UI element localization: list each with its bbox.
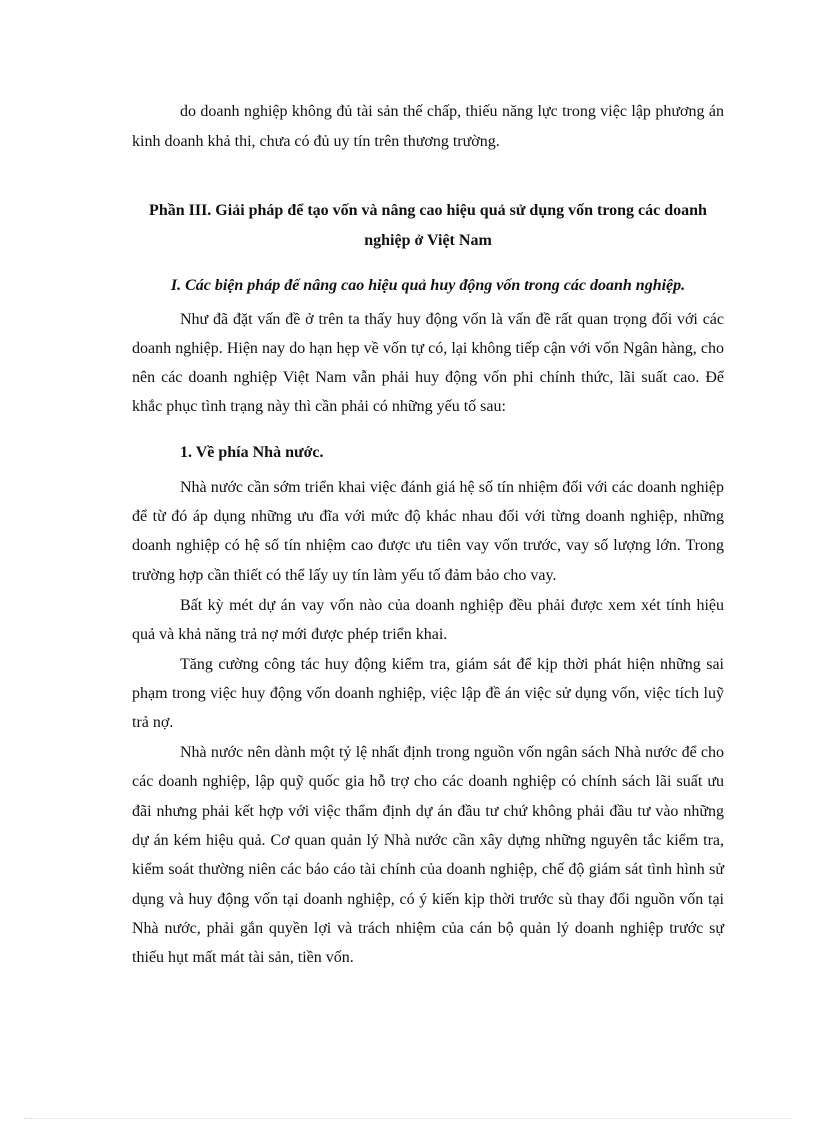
paragraph-d-line-1: Nhà nước nên dành một tỷ lệ nhất định trong nguồn vốn ngân sách Nhà nước để cho (180, 744, 724, 761)
paragraph-c-line-1: Tăng cường công tác huy động kiểm tra, giám sát để kịp thời phát hiện những sai (180, 656, 724, 673)
paragraph-intro-line-3: nên các doanh nghiệp Việt Nam vẫn phải huy động vốn phi chính thức, lãi suất cao. Để (132, 369, 724, 386)
paragraph-b-line-2: quả và khả năng trả nợ mới được phép triển khai. (132, 626, 448, 643)
paragraph-d-line-6: dụng và huy động vốn tại doanh nghiệp, có ý kiến kịp thời trước sù thay đổi nguồn vốn tại (132, 891, 724, 908)
paragraph-d-line-7: Nhà nước, phải gắn quyền lợi và trách nhiệm của cán bộ quản lý doanh nghiệp trước sự (132, 920, 724, 937)
paragraph-b-line-1: Bất kỳ mét dự án vay vốn nào của doanh nghiệp đều phải được xem xét tính hiệu (180, 597, 724, 614)
paragraph-a-line-3: doanh nghiệp có hệ số tín nhiệm cao được ưu tiên vay vốn trước, vay số lượng lớn. Trong (132, 537, 724, 554)
paragraph-c-line-3: trả nợ. (132, 714, 174, 731)
paragraph-d-line-3: đãi nhưng phải kết hợp với việc thẩm định dự án đầu tư chứ không phải đầu tư vào những (132, 803, 724, 820)
paragraph-d-line-2: các doanh nghiệp, lập quỹ quốc gia hỗ trợ cho các doanh nghiệp có chính sách lãi suất ưu (132, 773, 724, 790)
paragraph-a-line-1: Nhà nước cần sớm triển khai việc đánh giá hệ số tín nhiệm đối với các doanh nghiệp (180, 479, 724, 496)
page-divider (24, 1118, 792, 1119)
paragraph-d-line-8: thiếu hụt mất mát tài sản, tiền vốn. (132, 949, 354, 966)
paragraph-a-line-4: trường hợp cần thiết có thể lấy uy tín làm yếu tố đảm bảo cho vay. (132, 567, 557, 584)
paragraph-a-line-2: để từ đó áp dụng những ưu đĩa với mức độ khác nhau đối với từng doanh nghiệp, những (132, 508, 724, 525)
section-heading-line-2: nghiệp ở Việt Nam (364, 232, 492, 249)
subsection-heading: I. Các biện pháp để nâng cao hiệu quả huy động vốn trong các doanh nghiệp. (170, 277, 686, 294)
paragraph-c-line-2: phạm trong việc huy động vốn doanh nghiệp, việc lập đề án việc sử dụng vốn, việc tích luỹ (132, 685, 724, 702)
paragraph-intro-line-4: khắc phục tình trạng này thì cần phải có những yếu tố sau: (132, 398, 506, 415)
paragraph-intro-line-1: Như đã đặt vấn đề ở trên ta thấy huy động vốn là vấn đề rất quan trọng đối với các (180, 311, 724, 328)
intro-line-2: kinh doanh khả thi, chưa có đủ uy tín trên thương trường. (132, 133, 500, 150)
intro-line-1: do doanh nghiệp không đủ tài sản thế chấp, thiếu năng lực trong việc lập phương án (180, 103, 724, 120)
paragraph-d-line-4: dự án kém hiệu quả. Cơ quan quản lý Nhà nước cần xây dựng những nguyên tắc kiểm tra, (132, 832, 724, 849)
paragraph-d-line-5: kiểm soát thường niên các báo cáo tài chính của doanh nghiệp, chế độ giám sát tình hình sử (132, 861, 724, 878)
section-heading-line-1: Phần III. Giải pháp để tạo vốn và nâng cao hiệu quả sử dụng vốn trong các doanh (149, 202, 707, 219)
point-1-heading: 1. Về phía Nhà nước. (180, 444, 324, 461)
paragraph-intro-line-2: doanh nghiệp. Hiện nay do hạn hẹp về vốn tự có, lại không tiếp cận với vốn Ngân hàng, cho (132, 340, 724, 357)
